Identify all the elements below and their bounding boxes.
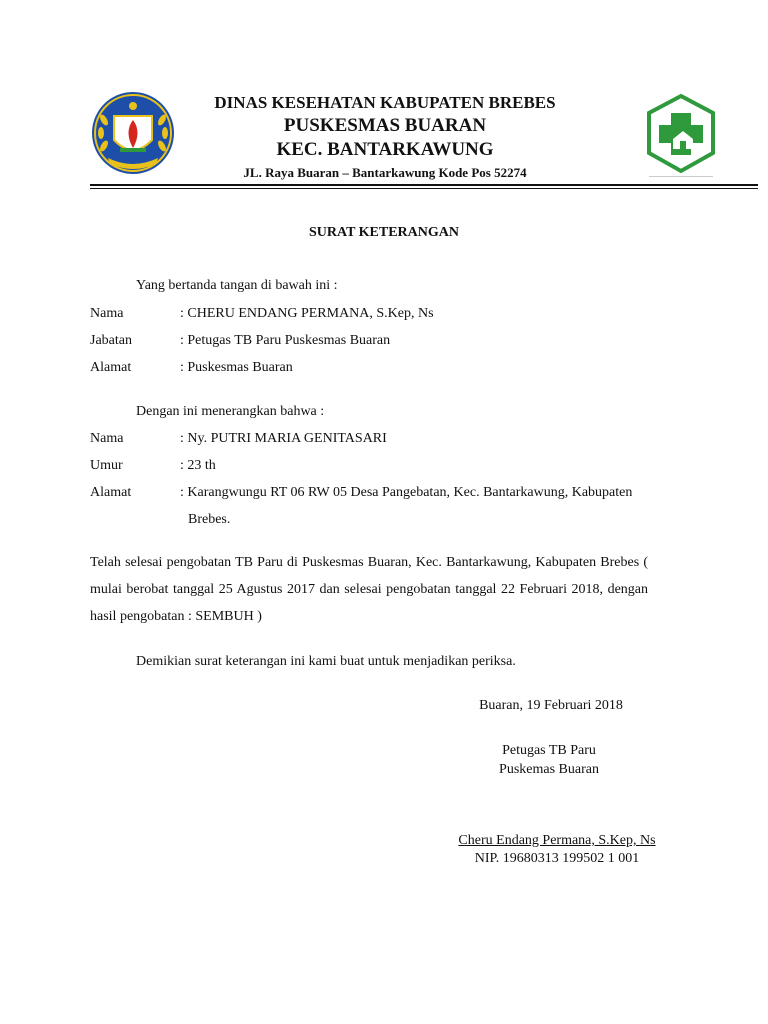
signer-role-line2: Puskemas Buaran (499, 762, 599, 777)
signer-nip: NIP. 19680313 199502 1 001 (474, 851, 640, 866)
puskesmas-logo-icon (643, 93, 720, 179)
signer-role-line1: Petugas TB Paru (502, 743, 596, 758)
patient-address-label: Alamat (90, 485, 132, 500)
agency-name: DINAS KESEHATAN KABUPATEN BREBES (214, 93, 556, 112)
signer-position-value: : Petugas TB Paru Puskesmas Buaran (180, 333, 391, 348)
closing-text: Demikian surat keterangan ini kami buat untuk menjadikan periksa. (136, 654, 516, 669)
signer-address-label: Alamat (90, 360, 132, 375)
patient-age-value: : 23 th (180, 458, 216, 473)
signer-full-name: Cheru Endang Permana, S.Kep, Ns (458, 833, 656, 848)
declaration-text: Dengan ini menerangkan bahwa : (136, 404, 325, 419)
body-paragraph: Telah selesai pengobatan TB Paru di Puskesmas Buaran, Kec. Bantarkawung, Kabupaten Brebes ( mulai berobat tanggal 25 Agustus 2017 dan selesai pengobatan tanggal 22 Februari 2018, dengan hasil pengobatan : SEMBUH ) (90, 555, 648, 624)
place-date: Buaran, 19 Februari 2018 (479, 698, 623, 713)
signer-position-label: Jabatan (90, 333, 132, 348)
patient-name-label: Nama (90, 431, 124, 446)
signer-name-value: : CHERU ENDANG PERMANA, S.Kep, Ns (180, 306, 434, 321)
institution-address: JL. Raya Buaran – Bantarkawung Kode Pos 52274 (243, 165, 527, 180)
document-title: SURAT KETERANGAN (308, 225, 459, 240)
letterhead (150, 92, 620, 183)
intro-text: Yang bertanda tangan di bawah ini : (136, 278, 338, 293)
letterhead-divider (90, 184, 758, 186)
institution-name: PUSKESMAS BUARAN (283, 115, 487, 136)
signer-address-value: : Puskesmas Buaran (180, 360, 293, 375)
patient-address-value: : Karangwungu RT 06 RW 05 Desa Pangebatan, Kec. Bantarkawung, Kabupaten (180, 485, 633, 500)
patient-name-value: : Ny. PUTRI MARIA GENITASARI (180, 431, 387, 446)
district-name: KEC. BANTARKAWUNG (276, 139, 494, 160)
signer-name-label: Nama (90, 306, 124, 321)
letterhead-divider-thin (90, 188, 758, 189)
patient-address-value-continued: Brebes. (188, 512, 231, 527)
patient-age-label: Umur (90, 458, 123, 473)
